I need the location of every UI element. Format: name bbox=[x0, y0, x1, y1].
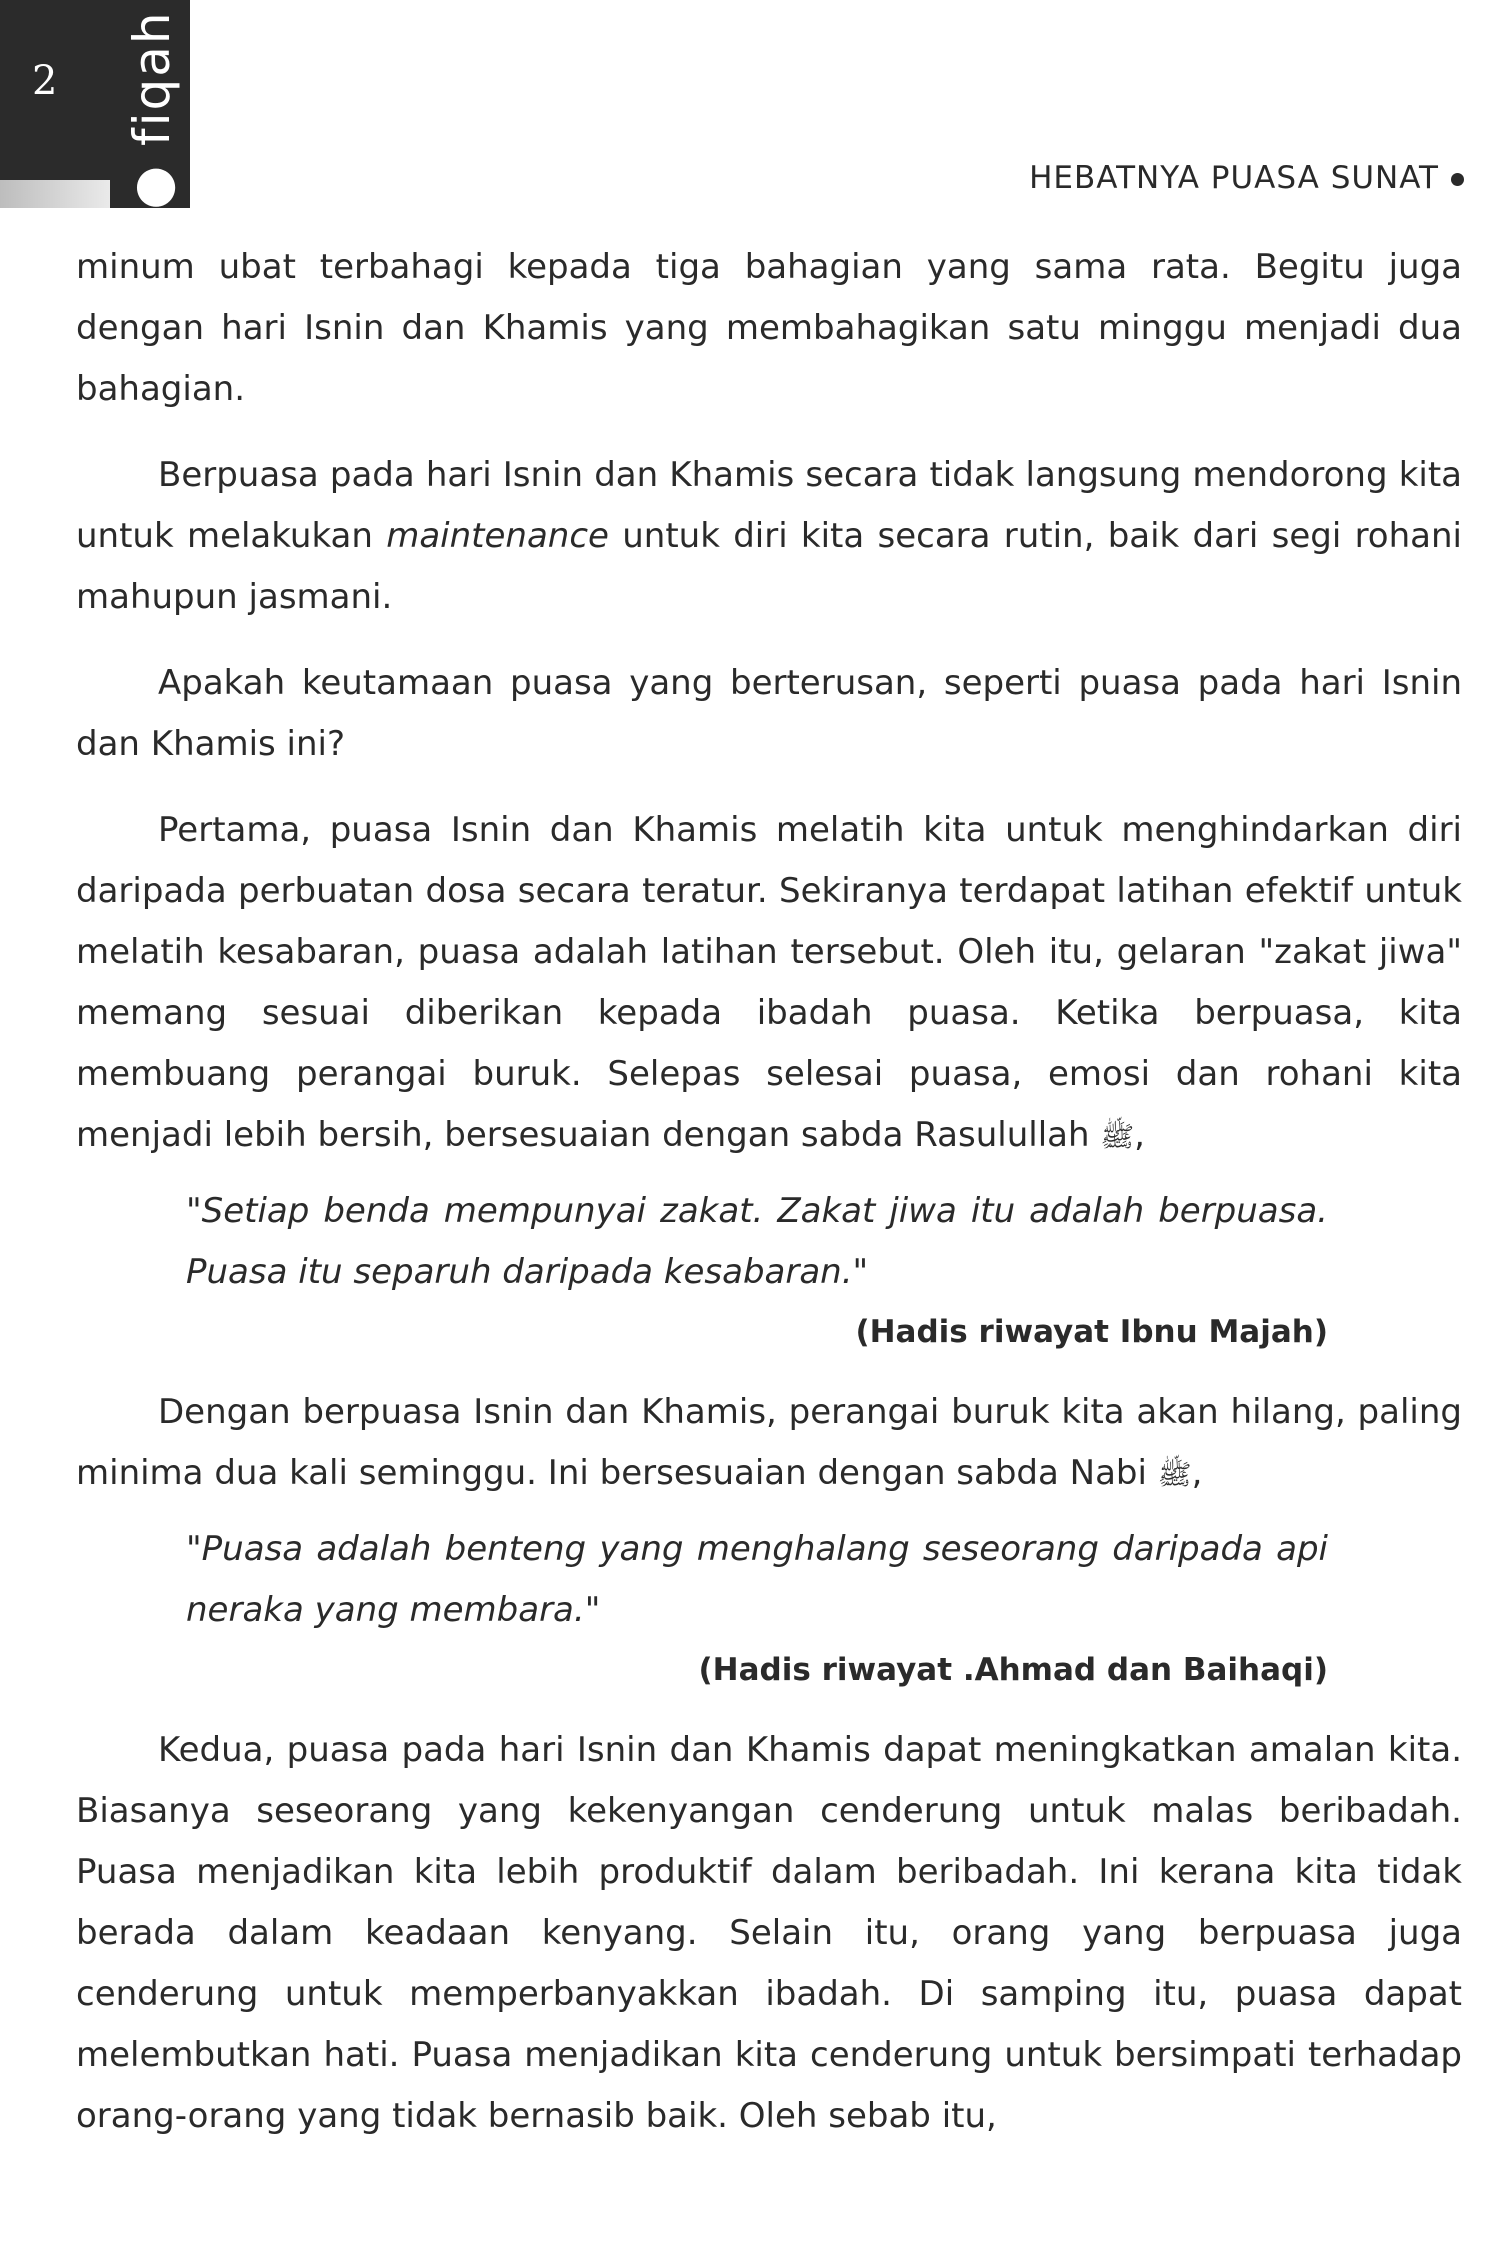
paragraph-1: minum ubat terbahagi kepada tiga bahagian yang sama rata. Begitu juga dengan hari Isnin dan Khamis yang membahagikan satu minggu menjadi dua bahagian. bbox=[76, 247, 1462, 409]
section-tab-text: fiqah bbox=[123, 10, 181, 147]
paragraph-4 bbox=[76, 800, 1462, 1167]
paragraph-5-end: , bbox=[1191, 1453, 1203, 1493]
salawat-symbol-icon: ﷺ bbox=[1100, 1120, 1135, 1153]
hadith-quote-1: "Setiap benda mempunyai zakat. Zakat jiwa itu adalah berpuasa. Puasa itu separuh daripada kesabaran." bbox=[186, 1191, 1328, 1292]
salawat-symbol-icon: ﷺ bbox=[1157, 1458, 1192, 1491]
page-number: 2 bbox=[32, 58, 58, 104]
hadith-quote-2: "Puasa adalah benteng yang menghalang seseorang daripada api neraka yang membara." bbox=[186, 1529, 1328, 1630]
paragraph-2-text-a: Berpuasa pada hari Isnin dan Khamis secara tidak langsung mendorong kita untuk melakukan bbox=[76, 455, 1462, 556]
corner-tab bbox=[0, 0, 190, 208]
paragraph-5 bbox=[76, 1382, 1462, 1505]
section-tab-label: ● fiqah bbox=[123, 10, 181, 210]
paragraph-4-text: Pertama, puasa Isnin dan Khamis melatih kita untuk menghindarkan diri daripada perbuatan dosa secara teratur. Sekiranya terdapat latihan efektif untuk melatih kesabaran, puasa adalah latihan tersebut. Oleh itu, gelaran "zakat jiwa" memang sesuai diberikan kepada ibadah puasa. Ketika berpuasa, kita membuang perangai buruk. Selepas selesai puasa, emosi dan rohani kita menjadi lebih bersih, bersesuaian dengan sabda Rasulullah bbox=[76, 810, 1462, 1155]
paragraph-5-text: Dengan berpuasa Isnin dan Khamis, perangai buruk kita akan hilang, paling minima dua kali seminggu. Ini bersesuaian dengan sabda Nabi bbox=[76, 1392, 1462, 1493]
paragraph-2-text-b: untuk diri kita secara rutin, baik dari segi rohani mahupun jasmani. bbox=[76, 516, 1462, 617]
page-content bbox=[76, 237, 1462, 2172]
hadith-source-1: (Hadis riwayat Ibnu Majah) bbox=[855, 1314, 1328, 1350]
paragraph-4-end: , bbox=[1134, 1115, 1145, 1155]
paragraph-3: Apakah keutamaan puasa yang berterusan, seperti puasa pada hari Isnin dan Khamis ini? bbox=[76, 663, 1462, 764]
paragraph-6: Kedua, puasa pada hari Isnin dan Khamis dapat meningkatkan amalan kita. Biasanya seseorang yang kekenyangan cenderung untuk malas beribadah. Puasa menjadikan kita lebih produktif dalam beribadah. Ini kerana kita tidak berada dalam keadaan kenyang. Selain itu, orang yang berpuasa juga cenderung untuk memperbanyakkan ibadah. Di samping itu, puasa dapat melembutkan hati. Puasa menjadikan kita cenderung untuk bersimpati terhadap orang-orang yang tidak bernasib baik. Oleh sebab itu, bbox=[76, 1730, 1462, 2136]
running-title: HEBATNYA PUASA SUNAT bbox=[1029, 160, 1439, 196]
corner-tab-fade bbox=[0, 180, 110, 208]
bullet-dot-icon bbox=[1451, 173, 1464, 186]
running-head bbox=[1029, 160, 1464, 196]
paragraph-2 bbox=[76, 445, 1462, 628]
paragraph-2-italic-term: maintenance bbox=[386, 516, 609, 556]
hadith-source-2: (Hadis riwayat .Ahmad dan Baihaqi) bbox=[698, 1652, 1328, 1688]
